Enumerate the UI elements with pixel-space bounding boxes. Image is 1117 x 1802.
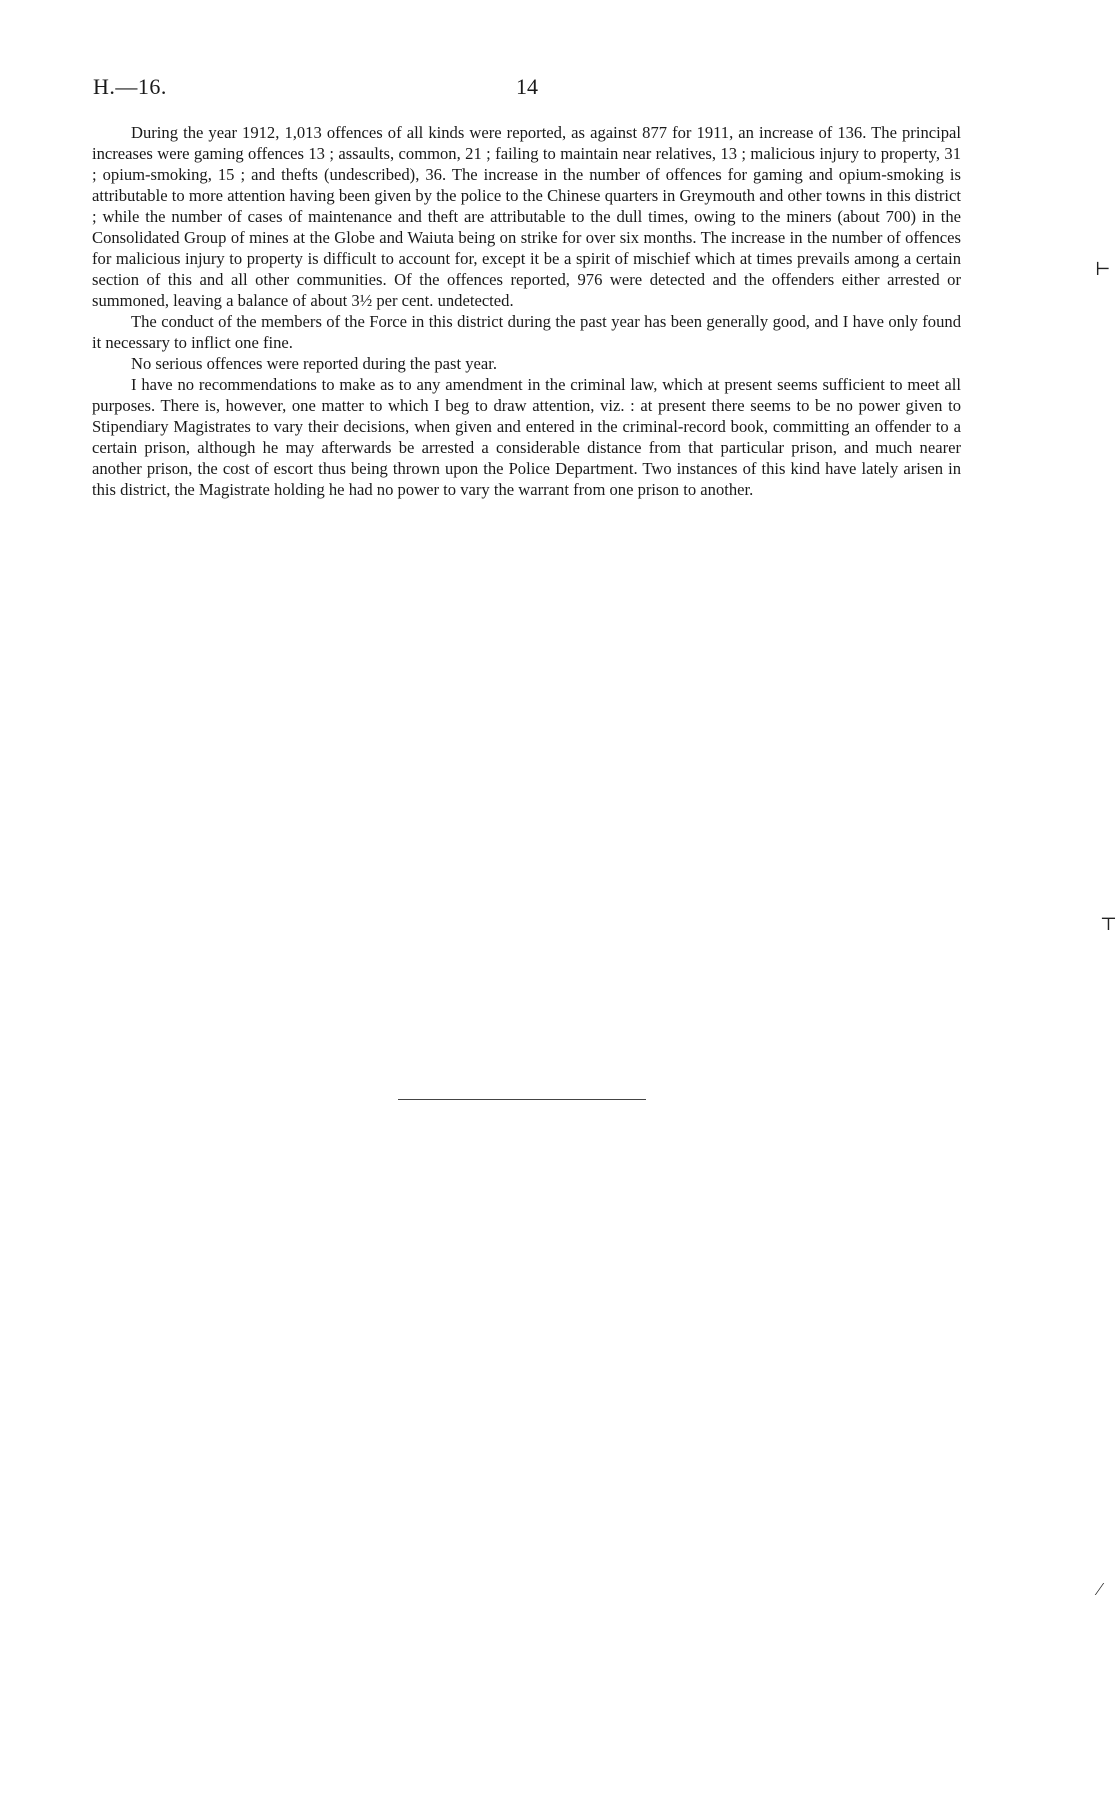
margin-mark: ⊢ <box>1095 259 1111 279</box>
section-divider <box>398 1099 646 1100</box>
paragraph-force-conduct: The conduct of the members of the Force in this district during the past year has been generally good, and I have only found it necessary to inflict one fine. <box>92 312 961 352</box>
paragraph-serious-offences: No serious offences were reported during the past year. <box>131 354 498 373</box>
margin-mark: ⊤ <box>1100 914 1117 934</box>
page-code: H.—16. <box>93 74 167 99</box>
body-text <box>92 122 961 500</box>
paragraph-recommendations: I have no recommendations to make as to any amendment in the criminal law, which at present seems sufficient to meet all purposes. There is, however, one matter to which I beg to draw attention, viz. : at present there seems to be no power given to Stipendiary Magistrates to vary their decisions, when given and entered in the criminal-record book, committing an offender to a certain prison, although he may afterwards be arrested a considerable distance from that particular prison, and much nearer another prison, the cost of escort thus being thrown upon the Police Department. Two instances of this kind have lately arisen in this district, the Magistrate holding he had no power to vary the warrant from one prison to another. <box>92 375 961 499</box>
page-number: 14 <box>516 74 538 99</box>
paragraph-offences-statistics: During the year 1912, 1,013 offences of all kinds were reported, as against 877 for 1911, an increase of 136. The principal increases were gaming offences 13 ; assaults, common, 21 ; failing to maintain near relatives, 13 ; malicious injury to property, 31 ; opium-smoking, 15 ; and thefts (undescribed), 36. The increase in the number of offences for gaming and opium-smoking is attributable to more attention having been given by the police to the Chinese quarters in Greymouth and other towns in this district ; while the number of cases of maintenance and theft are attributable to the dull times, owing to the miners (about 700) in the Consolidated Group of mines at the Globe and Waiuta being on strike for over six months. The increase in the number of offences for malicious injury to property is difficult to account for, except it be a spirit of mischief which at times prevails among a certain section of this and all other communities. Of the offences reported, 976 were detected and the offenders either arrested or summoned, leaving a balance of about 3½ per cent. undetected. <box>92 123 961 310</box>
margin-mark: ⁄ <box>1098 1579 1102 1599</box>
